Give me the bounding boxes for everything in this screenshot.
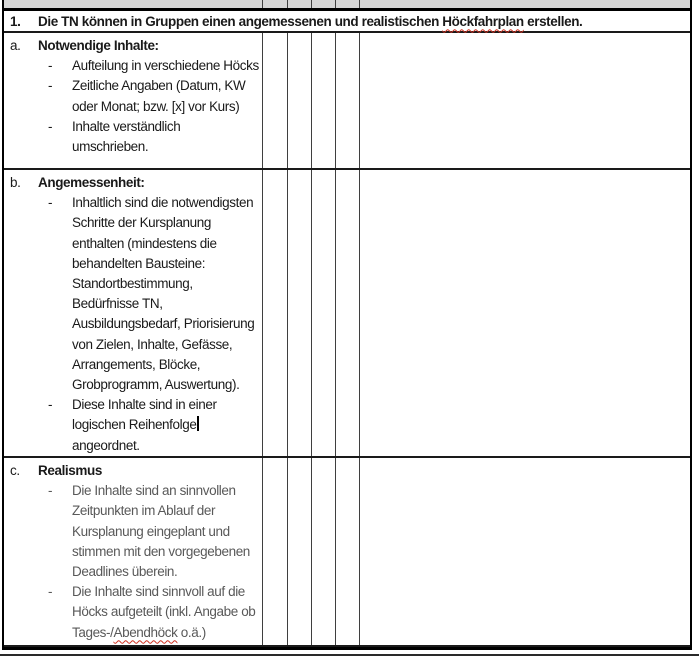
score-cell[interactable] [311,458,335,645]
score-cell[interactable] [335,170,359,456]
bullet-dash: - [48,118,53,134]
criterion-row-c [4,458,690,647]
grid-line [287,0,288,8]
criterion-row-b [4,170,690,458]
objective-number: 1. [10,13,21,29]
bullet-dash: - [48,195,53,211]
bullet-line: stimmen mit den vorgegebenen [72,543,250,559]
bullet-line: umschrieben. [72,139,149,155]
bullet-dash: - [48,483,53,499]
criterion-content [38,173,262,456]
bullet-line: Kursplanung eingeplant und [72,523,230,539]
bullet-line: Inhalte verständlich [72,118,181,134]
score-cell[interactable] [262,33,287,168]
bullet-item [38,481,262,582]
bullet-line: Aufteilung in verschiedene Höcks [72,58,259,74]
score-cell[interactable] [287,458,311,645]
bullet-dash: - [48,584,53,600]
criterion-title: Realismus [38,463,102,478]
bullet-line: Inhaltlich sind die notwendigsten [72,195,254,211]
criterion-label: b. [10,175,21,190]
bullet-line: Arrangements, Blöcke, [72,356,201,372]
grid-line [262,0,263,8]
bullet-line [72,415,262,435]
criterion-cell[interactable] [4,458,262,645]
criterion-cell[interactable] [4,170,262,456]
objective-text-after: erstellen. [523,13,583,29]
score-cell[interactable] [262,170,287,456]
grid-line [359,0,360,8]
text-cursor[interactable] [197,416,199,431]
bullet-line: angeordnet. [72,437,140,453]
bullet-line: enthalten (mindestens die [72,235,217,251]
criterion-title: Angemessenheit: [38,175,145,190]
bullet-line: Standortbestimmung, [72,276,193,292]
assessment-table [2,0,692,650]
score-cell[interactable] [311,170,335,456]
bullet-line-text: Tages-/ [72,624,114,640]
bullet-line: Die Inhalte sind sinnvoll auf die [72,584,245,600]
score-cell[interactable] [311,33,335,168]
bullet-line: Zeitpunkten im Ablauf der [72,503,216,519]
score-cell[interactable] [287,170,311,456]
bullet-item [38,117,262,157]
bullet-line: Ausbildungsbedarf, Priorisierung [72,316,255,332]
criterion-cell[interactable] [4,33,262,168]
bullet-line: behandelten Bausteine: [72,255,206,271]
bullet-line: Schritte der Kursplanung [72,215,211,231]
misspelled-word: Höckfahrplan [442,13,524,29]
grid-line [335,0,336,8]
bullet-line: Bedürfnisse TN, [72,296,163,312]
criterion-title: Notwendige Inhalte: [38,38,159,53]
score-cell[interactable] [335,33,359,168]
table-bottom-border [4,647,690,650]
bullet-item [38,582,262,643]
bullet-item [38,76,262,116]
bullet-line: Höcks aufgeteilt (inkl. Angabe ob [72,604,256,620]
criterion-content [38,461,262,645]
bullet-line: Diese Inhalte sind in einer [72,397,217,413]
score-cell[interactable] [262,458,287,645]
bullet-dash: - [48,78,53,94]
bullet-item [38,193,262,395]
comment-cell[interactable] [359,33,690,168]
bullet-dash: - [48,58,53,74]
bullet-item [38,56,262,76]
bullet-item [38,395,262,456]
score-cell[interactable] [335,458,359,645]
criterion-row-a [4,33,690,170]
grid-line [311,0,312,8]
bullet-line: Die Inhalte sind an sinnvollen [72,483,236,499]
score-cell[interactable] [287,33,311,168]
misspelled-word: Abendhöck [113,624,178,640]
criterion-label: a. [10,38,21,53]
bullet-line-text: o.ä.) [177,624,206,640]
criterion-content [38,36,262,168]
bullet-line: Grobprogramm, Auswertung). [72,377,240,393]
bullet-line: Deadlines überein. [72,564,178,580]
bullet-line [72,623,262,643]
bullet-dash: - [48,397,53,413]
objective-text [38,14,582,29]
bullet-line: oder Monat; bzw. [x] vor Kurs) [72,98,240,114]
comment-cell[interactable] [359,458,690,645]
objective-text-before: Die TN können in Gruppen einen angemessenen und realistischen [38,13,443,29]
comment-cell[interactable] [359,170,690,456]
previous-row-fragment [4,0,690,8]
bullet-line: Zeitliche Angaben (Datum, KW [72,78,246,94]
objective-row[interactable] [4,11,690,33]
bullet-line: von Zielen, Inhalte, Gefässe, [72,336,233,352]
bullet-line-text: logischen Reihenfolge [72,417,197,433]
criterion-label: c. [10,463,20,478]
